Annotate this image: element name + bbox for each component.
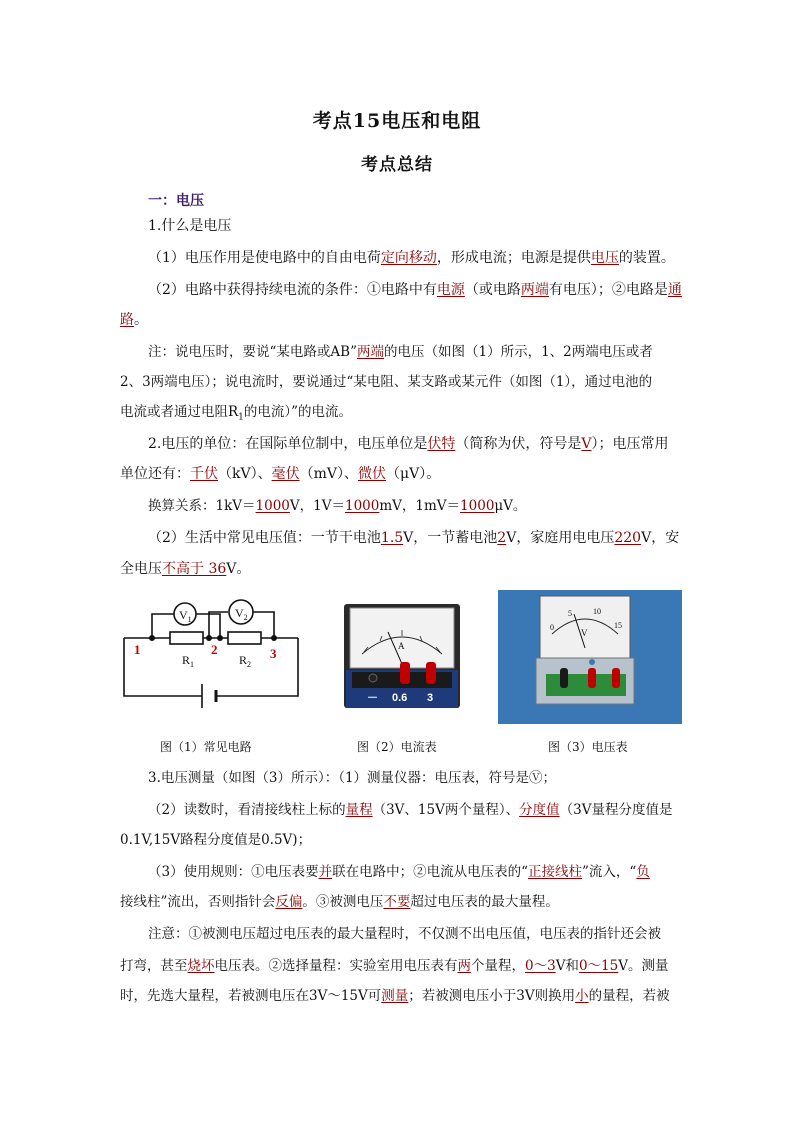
svg-text:5: 5 [568,609,572,618]
para-usage-rules: （3）使用规则：①电压表要并联在电路中；②电流从电压表的“正接线柱”流入，“负 [148,864,650,880]
page-title: 考点15电压和电阻 [312,110,482,132]
caption-figure-1: 图（1）常见电路 [160,740,252,754]
svg-text:2: 2 [211,642,218,657]
voltmeter-image [498,590,682,724]
svg-text:1: 1 [134,642,141,657]
para-current-condition-cont: 路。 [120,312,148,328]
svg-text:V: V [581,628,588,638]
para-voltage-unit-cont: 单位还有：千伏（kV）、毫伏（mV）、微伏（μV）。 [120,466,441,482]
caption-figure-3: 图（3）电压表 [548,740,628,754]
para-current-condition: （2）电路中获得持续电流的条件：①电路中有电源（或电路两端有电压）；②电路是通 [148,282,682,298]
ammeter-image [340,602,464,710]
para-common-voltages-cont: 全电压不高于 36V。 [120,561,251,577]
para-usage-rules-cont: 接线柱”流出，否则指针会反偏。③被测电压不要超过电压表的最大量程。 [120,894,559,910]
svg-text:3: 3 [427,692,434,704]
svg-text:R1: $R_1$ [182,653,195,669]
para-what-is-voltage: 1.什么是电压 [148,218,232,234]
para-voltage-measurement: 3.电压测量（如图（3）所示）：（1）测量仪器：电压表，符号是Ⓥ； [148,770,557,786]
svg-text:15: 15 [614,621,622,630]
para-reading-cont: 0.1V,15V路程分度值是0.5V)； [120,832,312,848]
para-conversion: 换算关系：1kV＝1000V，1V＝1000mV，1mV＝1000μV。 [148,498,527,514]
svg-text:A: A [398,641,405,651]
para-voltage-role: （1）电压作用是使电路中的自由电荷定向移动，形成电流；电源是提供电压的装置。 [148,250,675,266]
svg-text:10: 10 [593,607,601,616]
para-attention-line2: 打弯，甚至烧坏电压表。②选择量程：实验室用电压表有两个量程，0～3V和0～15V。测量 [120,958,669,974]
svg-text:V2: $V_2$ [235,606,248,622]
para-note-line1: 注：说电压时，要说“某电路或AB”两端的电压（如图（1）所示，1、2两端电压或者 [148,344,653,360]
para-attention: 注意：①被测电压超过电压表的最大量程时，不仅测不出电压值，电压表的指针还会被 [148,926,661,942]
para-note-line2: 2、3两端电压）；说电流时，要说通过“某电阻、某支路或某元件（如图（1），通过电池的 [120,374,653,390]
svg-text:3: 3 [270,646,277,661]
page-subtitle: 考点总结 [361,155,433,175]
circuit-diagram [118,596,308,724]
caption-figure-2: 图（2）电流表 [357,740,437,754]
svg-text:－: － [367,692,378,704]
para-common-voltages: （2）生活中常见电压值：一节干电池1.5V，一节蓄电池2V，家庭用电电压220V，安 [148,530,680,546]
para-attention-line3: 时，先选大量程，若被测电压在3V～15V可测量；若被测电压小于3V则换用小的量程，若被 [120,988,670,1004]
svg-text:V1: $V_1$ [179,608,192,624]
section-heading-voltage: 一：电压 [148,193,204,209]
para-note-line3: 电流或者通过电阻$R_1$的电流）”的电流。 [120,404,353,423]
svg-text:0.6: 0.6 [392,692,408,704]
svg-text:R2: $R_2$ [239,653,252,669]
para-reading: （2）读数时，看清接线柱上标的量程（3V、15V两个量程）、分度值（3V量程分度值是 [148,802,673,818]
para-voltage-unit: 2.电压的单位：在国际单位制中，电压单位是伏特（简称为伏，符号是V）；电压常用 [148,436,669,452]
svg-text:0: 0 [550,623,554,632]
